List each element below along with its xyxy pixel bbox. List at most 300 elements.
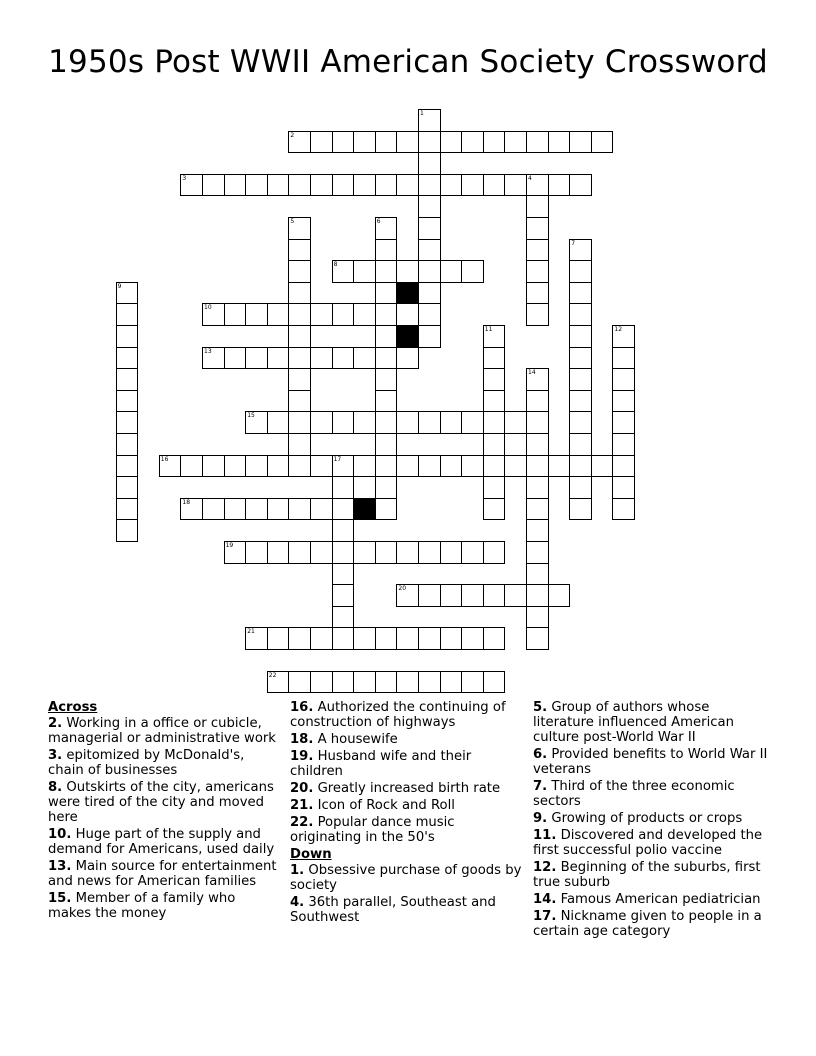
grid-cell[interactable] bbox=[483, 498, 506, 521]
grid-cell[interactable] bbox=[569, 347, 592, 370]
grid-cell[interactable] bbox=[612, 433, 635, 456]
clue-number-label: 12. bbox=[533, 860, 557, 875]
grid-cell[interactable] bbox=[461, 541, 484, 564]
grid-cell[interactable] bbox=[461, 455, 484, 478]
grid-cell[interactable] bbox=[288, 325, 311, 348]
down-clue bbox=[533, 892, 769, 907]
grid-cell[interactable] bbox=[526, 563, 549, 586]
clue-text: epitomized by McDonald's, chain of businesses bbox=[48, 748, 245, 778]
grid-cell[interactable] bbox=[116, 347, 139, 370]
clue-text: Working in a office or cubicle, managerial or administrative work bbox=[48, 716, 276, 746]
grid-cell[interactable] bbox=[526, 282, 549, 305]
grid-cell[interactable] bbox=[418, 671, 441, 694]
grid-cell[interactable] bbox=[440, 260, 463, 283]
grid-cell[interactable] bbox=[418, 325, 441, 348]
clue-number-label: 2. bbox=[48, 716, 63, 731]
grid-cell[interactable] bbox=[116, 519, 139, 542]
grid-cell[interactable] bbox=[332, 498, 355, 521]
grid-cell[interactable] bbox=[612, 476, 635, 499]
grid-cell[interactable] bbox=[612, 498, 635, 521]
grid-cell[interactable] bbox=[353, 627, 376, 650]
down-clue bbox=[533, 909, 769, 939]
grid-cell[interactable] bbox=[288, 347, 311, 370]
grid-cell[interactable] bbox=[396, 347, 419, 370]
clue-number: 4 bbox=[528, 174, 532, 182]
grid-cell[interactable] bbox=[310, 303, 333, 326]
grid-cell[interactable] bbox=[526, 541, 549, 564]
grid-cell[interactable] bbox=[245, 411, 268, 434]
grid-cell[interactable] bbox=[375, 455, 398, 478]
grid-cell[interactable] bbox=[267, 411, 290, 434]
grid-cell[interactable] bbox=[375, 498, 398, 521]
grid-cell[interactable] bbox=[526, 455, 549, 478]
grid-cell[interactable] bbox=[332, 131, 355, 154]
grid-cell[interactable] bbox=[440, 411, 463, 434]
grid-cell[interactable] bbox=[483, 455, 506, 478]
grid-cell[interactable] bbox=[612, 390, 635, 413]
grid-cell[interactable] bbox=[332, 411, 355, 434]
grid-cell[interactable] bbox=[461, 260, 484, 283]
grid-cell[interactable] bbox=[483, 325, 506, 348]
grid-cell[interactable] bbox=[418, 260, 441, 283]
grid-cell[interactable] bbox=[483, 627, 506, 650]
grid-cell[interactable] bbox=[396, 455, 419, 478]
grid-cell[interactable] bbox=[375, 476, 398, 499]
clue-number: 11 bbox=[484, 326, 493, 333]
grid-cell[interactable] bbox=[353, 411, 376, 434]
grid-cell[interactable] bbox=[418, 411, 441, 434]
grid-cell[interactable] bbox=[288, 455, 311, 478]
grid-cell[interactable] bbox=[288, 368, 311, 391]
across-clue bbox=[290, 798, 522, 813]
grid-cell[interactable] bbox=[526, 498, 549, 521]
grid-cell[interactable] bbox=[526, 195, 549, 218]
grid-cell[interactable] bbox=[526, 131, 549, 154]
grid-cell[interactable] bbox=[375, 390, 398, 413]
clue-number-label: 18. bbox=[290, 732, 314, 747]
clue-number-label: 4. bbox=[290, 895, 305, 910]
grid-cell[interactable] bbox=[332, 260, 355, 283]
grid-cell[interactable] bbox=[288, 433, 311, 456]
grid-cell[interactable] bbox=[353, 131, 376, 154]
grid-cell[interactable] bbox=[288, 541, 311, 564]
grid-cell[interactable] bbox=[375, 239, 398, 262]
grid-cell[interactable] bbox=[353, 671, 376, 694]
clue-text: Authorized the continuing of construction of highways bbox=[290, 700, 506, 730]
grid-cell[interactable] bbox=[526, 519, 549, 542]
clue-text: Huge part of the supply and demand for Americans, used daily bbox=[48, 827, 275, 857]
grid-cell[interactable] bbox=[461, 671, 484, 694]
grid-cell[interactable] bbox=[569, 498, 592, 521]
clue-text: Outskirts of the city, americans were tired of the city and moved here bbox=[48, 780, 274, 825]
clue-text: Famous American pediatrician bbox=[556, 892, 761, 907]
grid-cell[interactable] bbox=[526, 239, 549, 262]
grid-cell[interactable] bbox=[116, 411, 139, 434]
grid-cell[interactable] bbox=[440, 627, 463, 650]
grid-cell[interactable] bbox=[224, 455, 247, 478]
grid-cell[interactable] bbox=[569, 325, 592, 348]
grid-cell[interactable] bbox=[418, 303, 441, 326]
clue-number-label: 13. bbox=[48, 859, 72, 874]
grid-cell[interactable] bbox=[375, 541, 398, 564]
clue-number: 20 bbox=[398, 585, 407, 593]
black-square bbox=[396, 282, 419, 305]
clue-number: 16 bbox=[160, 455, 169, 463]
grid-cell[interactable] bbox=[526, 217, 549, 240]
grid-cell[interactable] bbox=[612, 411, 635, 434]
grid-cell[interactable] bbox=[375, 260, 398, 283]
grid-cell[interactable] bbox=[526, 260, 549, 283]
clue-number: 12 bbox=[614, 326, 623, 333]
grid-cell[interactable] bbox=[353, 260, 376, 283]
grid-cell[interactable] bbox=[288, 282, 311, 305]
grid-cell[interactable] bbox=[310, 498, 333, 521]
grid-cell[interactable] bbox=[569, 239, 592, 262]
grid-cell[interactable] bbox=[288, 390, 311, 413]
grid-cell[interactable] bbox=[504, 174, 527, 197]
grid-cell[interactable] bbox=[332, 606, 355, 629]
clue-number-label: 9. bbox=[533, 811, 548, 826]
grid-cell[interactable] bbox=[245, 541, 268, 564]
grid-cell[interactable] bbox=[483, 174, 506, 197]
clue-number: 14 bbox=[528, 369, 536, 377]
grid-cell[interactable] bbox=[159, 455, 182, 478]
grid-cell[interactable] bbox=[461, 627, 484, 650]
grid-cell[interactable] bbox=[116, 433, 139, 456]
grid-cell[interactable] bbox=[202, 455, 225, 478]
across-clue bbox=[290, 700, 522, 730]
grid-cell[interactable] bbox=[526, 476, 549, 499]
clue-number-label: 21. bbox=[290, 798, 314, 813]
grid-cell[interactable] bbox=[310, 455, 333, 478]
grid-cell[interactable] bbox=[116, 390, 139, 413]
grid-cell[interactable] bbox=[526, 411, 549, 434]
grid-cell[interactable] bbox=[288, 411, 311, 434]
grid-cell[interactable] bbox=[375, 347, 398, 370]
grid-cell[interactable] bbox=[375, 325, 398, 348]
grid-cell[interactable] bbox=[375, 368, 398, 391]
down-clue bbox=[290, 863, 522, 893]
clue-number-label: 1. bbox=[290, 863, 305, 878]
grid-cell[interactable] bbox=[569, 455, 592, 478]
grid-cell[interactable] bbox=[396, 131, 419, 154]
clue-number-label: 16. bbox=[290, 700, 314, 715]
clue-number-label: 3. bbox=[48, 748, 63, 763]
grid-cell[interactable] bbox=[332, 541, 355, 564]
clue-number-label: 11. bbox=[533, 828, 557, 843]
clue-number: 8 bbox=[333, 261, 338, 269]
grid-cell[interactable] bbox=[461, 174, 484, 197]
grid-cell[interactable] bbox=[548, 455, 571, 478]
grid-cell[interactable] bbox=[245, 627, 268, 650]
grid-cell[interactable] bbox=[375, 627, 398, 650]
grid-cell[interactable] bbox=[504, 584, 527, 607]
grid-cell[interactable] bbox=[612, 325, 635, 348]
grid-cell[interactable] bbox=[504, 411, 527, 434]
grid-cell[interactable] bbox=[310, 347, 333, 370]
grid-cell[interactable] bbox=[267, 303, 290, 326]
grid-cell[interactable] bbox=[224, 347, 247, 370]
clue-number: 21 bbox=[247, 628, 255, 636]
grid-cell[interactable] bbox=[288, 260, 311, 283]
grid-cell[interactable] bbox=[418, 152, 441, 175]
grid-cell[interactable] bbox=[461, 131, 484, 154]
grid-cell[interactable] bbox=[526, 390, 549, 413]
clue-text: Icon of Rock and Roll bbox=[313, 798, 455, 813]
grid-cell[interactable] bbox=[483, 584, 506, 607]
grid-cell[interactable] bbox=[288, 303, 311, 326]
grid-cell[interactable] bbox=[396, 303, 419, 326]
grid-cell[interactable] bbox=[569, 303, 592, 326]
grid-cell[interactable] bbox=[267, 498, 290, 521]
grid-cell[interactable] bbox=[461, 584, 484, 607]
grid-cell[interactable] bbox=[418, 627, 441, 650]
clue-number: 1 bbox=[420, 110, 424, 117]
clue-number: 19 bbox=[225, 542, 234, 549]
down-clue bbox=[533, 700, 769, 745]
grid-cell[interactable] bbox=[224, 174, 247, 197]
grid-cell[interactable] bbox=[288, 131, 311, 154]
grid-cell[interactable] bbox=[569, 368, 592, 391]
grid-cell[interactable] bbox=[526, 584, 549, 607]
grid-cell[interactable] bbox=[461, 411, 484, 434]
grid-cell[interactable] bbox=[202, 303, 225, 326]
grid-cell[interactable] bbox=[332, 584, 355, 607]
grid-cell[interactable] bbox=[569, 433, 592, 456]
clue-text: Growing of products or crops bbox=[547, 811, 743, 826]
grid-cell[interactable] bbox=[116, 368, 139, 391]
clue-text: Third of the three economic sectors bbox=[533, 779, 735, 809]
clues-column-2 bbox=[290, 700, 522, 927]
grid-cell[interactable] bbox=[483, 131, 506, 154]
grid-cell[interactable] bbox=[375, 131, 398, 154]
grid-cell[interactable] bbox=[310, 174, 333, 197]
grid-cell[interactable] bbox=[569, 411, 592, 434]
clue-text: Group of authors whose literature influenced American culture post-World War II bbox=[533, 700, 734, 745]
clue-number-label: 19. bbox=[290, 749, 314, 764]
grid-cell[interactable] bbox=[288, 217, 311, 240]
grid-cell[interactable] bbox=[440, 174, 463, 197]
grid-cell[interactable] bbox=[332, 347, 355, 370]
grid-cell[interactable] bbox=[483, 671, 506, 694]
grid-cell[interactable] bbox=[548, 131, 571, 154]
grid-cell[interactable] bbox=[396, 411, 419, 434]
grid-cell[interactable] bbox=[440, 131, 463, 154]
grid-cell[interactable] bbox=[288, 239, 311, 262]
grid-cell[interactable] bbox=[288, 627, 311, 650]
grid-cell[interactable] bbox=[440, 671, 463, 694]
clue-number: 15 bbox=[247, 412, 255, 420]
grid-cell[interactable] bbox=[267, 347, 290, 370]
clue-number: 18 bbox=[182, 498, 191, 506]
clue-text: Member of a family who makes the money bbox=[48, 891, 236, 921]
grid-cell[interactable] bbox=[396, 584, 419, 607]
grid-cell[interactable] bbox=[548, 174, 571, 197]
clue-number: 7 bbox=[571, 239, 576, 247]
grid-cell[interactable] bbox=[418, 239, 441, 262]
grid-cell[interactable] bbox=[245, 455, 268, 478]
grid-cell[interactable] bbox=[375, 433, 398, 456]
grid-cell[interactable] bbox=[310, 131, 333, 154]
grid-cell[interactable] bbox=[116, 498, 139, 521]
grid-cell[interactable] bbox=[569, 260, 592, 283]
grid-cell[interactable] bbox=[418, 195, 441, 218]
grid-cell[interactable] bbox=[375, 174, 398, 197]
grid-cell[interactable] bbox=[418, 455, 441, 478]
grid-cell[interactable] bbox=[569, 390, 592, 413]
across-heading: Across bbox=[48, 700, 98, 715]
grid-cell[interactable] bbox=[116, 325, 139, 348]
grid-cell[interactable] bbox=[418, 174, 441, 197]
down-clue bbox=[533, 828, 769, 858]
grid-cell[interactable] bbox=[245, 303, 268, 326]
grid-cell[interactable] bbox=[375, 282, 398, 305]
clue-text: Discovered and developed the first successful polio vaccine bbox=[533, 828, 763, 858]
clue-text: Main source for entertainment and news for American families bbox=[48, 859, 277, 889]
grid-cell[interactable] bbox=[180, 174, 203, 197]
clue-number: 22 bbox=[268, 671, 277, 679]
grid-cell[interactable] bbox=[332, 671, 355, 694]
grid-cell[interactable] bbox=[418, 541, 441, 564]
grid-cell[interactable] bbox=[310, 627, 333, 650]
grid-cell[interactable] bbox=[116, 476, 139, 499]
grid-cell[interactable] bbox=[440, 584, 463, 607]
grid-cell[interactable] bbox=[375, 411, 398, 434]
grid-cell[interactable] bbox=[245, 347, 268, 370]
grid-cell[interactable] bbox=[612, 347, 635, 370]
grid-cell[interactable] bbox=[310, 541, 333, 564]
grid-cell[interactable] bbox=[396, 627, 419, 650]
grid-cell[interactable] bbox=[288, 671, 311, 694]
grid-cell[interactable] bbox=[332, 519, 355, 542]
grid-cell[interactable] bbox=[526, 303, 549, 326]
grid-cell[interactable] bbox=[418, 584, 441, 607]
grid-cell[interactable] bbox=[569, 131, 592, 154]
grid-cell[interactable] bbox=[332, 476, 355, 499]
grid-cell[interactable] bbox=[224, 541, 247, 564]
grid-cell[interactable] bbox=[396, 671, 419, 694]
grid-cell[interactable] bbox=[332, 303, 355, 326]
grid-cell[interactable] bbox=[526, 627, 549, 650]
clue-number-label: 5. bbox=[533, 700, 548, 715]
grid-cell[interactable] bbox=[396, 260, 419, 283]
clue-number: 3 bbox=[182, 174, 187, 182]
grid-cell[interactable] bbox=[310, 671, 333, 694]
grid-cell[interactable] bbox=[418, 282, 441, 305]
grid-cell[interactable] bbox=[353, 303, 376, 326]
grid-cell[interactable] bbox=[418, 109, 441, 132]
down-clue bbox=[533, 747, 769, 777]
grid-cell[interactable] bbox=[375, 671, 398, 694]
grid-cell[interactable] bbox=[202, 498, 225, 521]
black-square bbox=[353, 498, 376, 521]
grid-cell[interactable] bbox=[332, 174, 355, 197]
grid-cell[interactable] bbox=[526, 368, 549, 391]
grid-cell[interactable] bbox=[353, 347, 376, 370]
across-clue bbox=[48, 748, 280, 778]
grid-cell[interactable] bbox=[548, 584, 571, 607]
grid-cell[interactable] bbox=[526, 606, 549, 629]
clue-text: Husband wife and their children bbox=[290, 749, 472, 779]
clue-number: 10 bbox=[204, 304, 212, 312]
grid-cell[interactable] bbox=[375, 217, 398, 240]
grid-cell[interactable] bbox=[224, 303, 247, 326]
clue-text: 36th parallel, Southeast and Southwest bbox=[290, 895, 496, 925]
clues-column-1 bbox=[48, 700, 280, 923]
grid-cell[interactable] bbox=[418, 217, 441, 240]
down-clue bbox=[533, 779, 769, 809]
grid-cell[interactable] bbox=[267, 627, 290, 650]
grid-cell[interactable] bbox=[375, 303, 398, 326]
grid-cell[interactable] bbox=[267, 671, 290, 694]
grid-cell[interactable] bbox=[353, 541, 376, 564]
grid-cell[interactable] bbox=[483, 368, 506, 391]
grid-cell[interactable] bbox=[267, 541, 290, 564]
grid-cell[interactable] bbox=[332, 455, 355, 478]
clue-text: Beginning of the suburbs, first true suburb bbox=[533, 860, 761, 890]
grid-cell[interactable] bbox=[396, 541, 419, 564]
grid-cell[interactable] bbox=[180, 455, 203, 478]
clue-number-label: 14. bbox=[533, 892, 557, 907]
grid-cell[interactable] bbox=[526, 433, 549, 456]
grid-cell[interactable] bbox=[440, 541, 463, 564]
grid-cell[interactable] bbox=[591, 131, 614, 154]
grid-cell[interactable] bbox=[353, 455, 376, 478]
grid-cell[interactable] bbox=[418, 131, 441, 154]
grid-cell[interactable] bbox=[440, 455, 463, 478]
grid-cell[interactable] bbox=[202, 174, 225, 197]
grid-cell[interactable] bbox=[116, 303, 139, 326]
grid-cell[interactable] bbox=[612, 455, 635, 478]
grid-cell[interactable] bbox=[483, 347, 506, 370]
down-clue bbox=[533, 860, 769, 890]
grid-cell[interactable] bbox=[245, 498, 268, 521]
grid-cell[interactable] bbox=[483, 476, 506, 499]
grid-cell[interactable] bbox=[569, 476, 592, 499]
clue-number-label: 15. bbox=[48, 891, 72, 906]
grid-cell[interactable] bbox=[332, 627, 355, 650]
grid-cell[interactable] bbox=[504, 455, 527, 478]
grid-cell[interactable] bbox=[116, 455, 139, 478]
page-title: 1950s Post WWII American Society Crossword bbox=[48, 44, 768, 80]
grid-cell[interactable] bbox=[310, 411, 333, 434]
grid-cell[interactable] bbox=[332, 563, 355, 586]
grid-cell[interactable] bbox=[245, 174, 268, 197]
grid-cell[interactable] bbox=[288, 498, 311, 521]
grid-cell[interactable] bbox=[180, 498, 203, 521]
clue-number-label: 10. bbox=[48, 827, 72, 842]
clue-text: Nickname given to people in a certain age category bbox=[533, 909, 762, 939]
grid-cell[interactable] bbox=[483, 411, 506, 434]
grid-cell[interactable] bbox=[116, 282, 139, 305]
grid-cell[interactable] bbox=[504, 131, 527, 154]
grid-cell[interactable] bbox=[288, 174, 311, 197]
grid-cell[interactable] bbox=[483, 390, 506, 413]
grid-cell[interactable] bbox=[267, 455, 290, 478]
grid-cell[interactable] bbox=[569, 174, 592, 197]
grid-cell[interactable] bbox=[483, 541, 506, 564]
grid-cell[interactable] bbox=[612, 368, 635, 391]
grid-cell[interactable] bbox=[267, 174, 290, 197]
grid-cell[interactable] bbox=[224, 498, 247, 521]
grid-cell[interactable] bbox=[591, 455, 614, 478]
grid-cell[interactable] bbox=[202, 347, 225, 370]
grid-cell[interactable] bbox=[483, 433, 506, 456]
grid-cell[interactable] bbox=[569, 282, 592, 305]
grid-cell[interactable] bbox=[396, 174, 419, 197]
grid-cell[interactable] bbox=[353, 174, 376, 197]
grid-cell[interactable] bbox=[526, 174, 549, 197]
